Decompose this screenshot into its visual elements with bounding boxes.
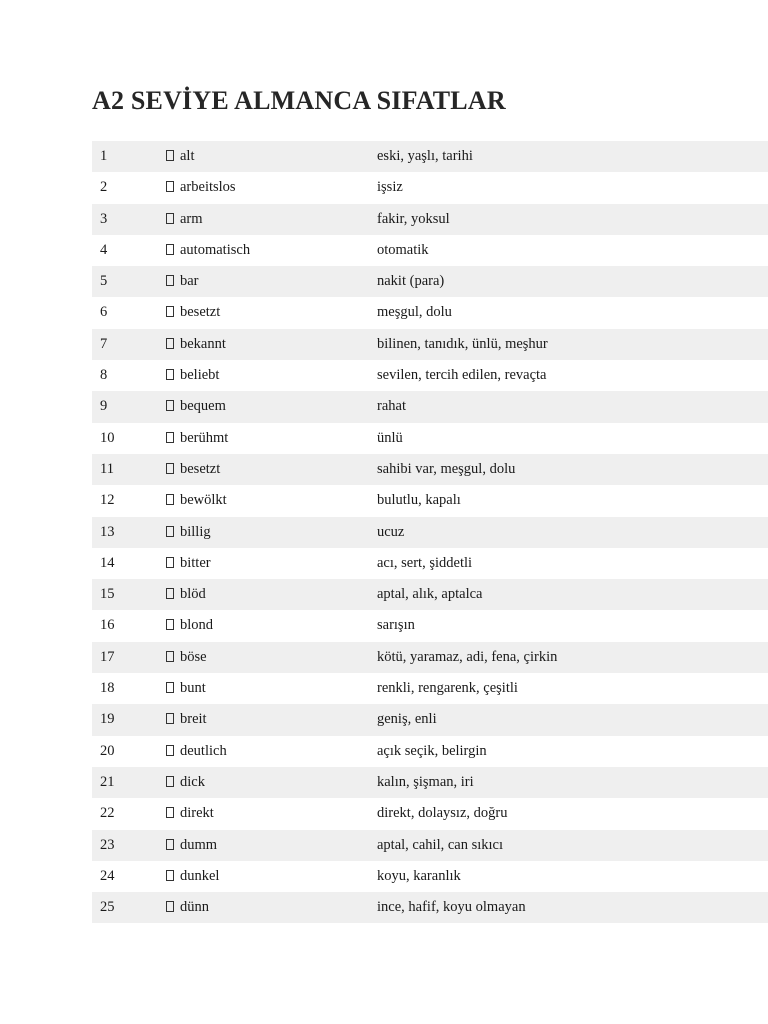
- german-word: breit: [180, 711, 207, 728]
- table-row: [92, 642, 768, 673]
- missing-glyph-box-icon: [166, 776, 174, 787]
- missing-glyph-box-icon: [166, 713, 174, 724]
- row-number: 14: [100, 554, 115, 571]
- german-word-cell: [166, 892, 209, 923]
- missing-glyph-box-icon: [166, 213, 174, 224]
- table-row: [92, 830, 768, 861]
- table-row: [92, 861, 768, 892]
- german-word-cell: [166, 610, 213, 641]
- german-word: dumm: [180, 836, 218, 853]
- turkish-meaning: aptal, alık, aptalca: [377, 586, 483, 603]
- german-word-cell: [166, 329, 226, 360]
- missing-glyph-box-icon: [166, 619, 174, 630]
- turkish-meaning: koyu, karanlık: [377, 867, 461, 884]
- row-number: 25: [100, 899, 115, 916]
- german-word: deutlich: [180, 742, 227, 759]
- german-word: bitter: [180, 554, 211, 571]
- missing-glyph-box-icon: [166, 275, 174, 286]
- german-word-cell: [166, 360, 219, 391]
- table-row: [92, 329, 768, 360]
- missing-glyph-box-icon: [166, 870, 174, 881]
- table-row: [92, 767, 768, 798]
- german-word: automatisch: [180, 241, 251, 258]
- turkish-meaning: kalın, şişman, iri: [377, 773, 474, 790]
- german-word-cell: [166, 579, 206, 610]
- table-row: [92, 548, 768, 579]
- row-number: 9: [100, 398, 108, 415]
- turkish-meaning: sarışın: [377, 617, 415, 634]
- german-word-cell: [166, 642, 207, 673]
- table-row: [92, 798, 768, 829]
- german-word-cell: [166, 141, 195, 172]
- german-word: berühmt: [180, 429, 229, 446]
- german-word-cell: [166, 485, 227, 516]
- german-word: beliebt: [180, 367, 220, 384]
- row-number: 15: [100, 586, 115, 603]
- table-row: [92, 485, 768, 516]
- row-number: 20: [100, 742, 115, 759]
- table-row: [92, 423, 768, 454]
- row-number: 24: [100, 867, 115, 884]
- missing-glyph-box-icon: [166, 557, 174, 568]
- german-word: bekannt: [180, 335, 226, 352]
- row-number: 4: [100, 241, 108, 258]
- table-row: [92, 360, 768, 391]
- turkish-meaning: nakit (para): [377, 273, 445, 290]
- german-word: billig: [180, 523, 211, 540]
- german-word-cell: [166, 423, 228, 454]
- missing-glyph-box-icon: [166, 432, 174, 443]
- missing-glyph-box-icon: [166, 745, 174, 756]
- turkish-meaning: bulutlu, kapalı: [377, 492, 461, 509]
- german-word-cell: [166, 673, 206, 704]
- missing-glyph-box-icon: [166, 588, 174, 599]
- row-number: 5: [100, 273, 108, 290]
- table-row: [92, 892, 768, 923]
- turkish-meaning: otomatik: [377, 241, 429, 258]
- german-word-cell: [166, 172, 236, 203]
- row-number: 17: [100, 648, 115, 665]
- german-word: bewölkt: [180, 492, 227, 509]
- german-word: direkt: [180, 805, 214, 822]
- german-word: dick: [180, 773, 205, 790]
- german-word-cell: [166, 548, 211, 579]
- missing-glyph-box-icon: [166, 494, 174, 505]
- turkish-meaning: ince, hafif, koyu olmayan: [377, 899, 526, 916]
- german-word-cell: [166, 736, 227, 767]
- missing-glyph-box-icon: [166, 400, 174, 411]
- turkish-meaning: kötü, yaramaz, adi, fena, çirkin: [377, 648, 558, 665]
- german-word: bunt: [180, 680, 206, 697]
- turkish-meaning: açık seçik, belirgin: [377, 742, 487, 759]
- german-word-cell: [166, 235, 250, 266]
- table-row: [92, 579, 768, 610]
- german-word-cell: [166, 391, 226, 422]
- row-number: 22: [100, 805, 115, 822]
- table-row: [92, 204, 768, 235]
- turkish-meaning: geniş, enli: [377, 711, 437, 728]
- turkish-meaning: aptal, cahil, can sıkıcı: [377, 836, 504, 853]
- missing-glyph-box-icon: [166, 181, 174, 192]
- row-number: 6: [100, 304, 108, 321]
- row-number: 3: [100, 210, 108, 227]
- missing-glyph-box-icon: [166, 150, 174, 161]
- row-number: 12: [100, 492, 115, 509]
- german-word: blöd: [180, 586, 206, 603]
- german-word-cell: [166, 517, 211, 548]
- german-word: besetzt: [180, 460, 221, 477]
- table-row: [92, 736, 768, 767]
- german-word: bar: [180, 273, 199, 290]
- row-number: 11: [100, 460, 114, 477]
- german-word-cell: [166, 454, 220, 485]
- row-number: 10: [100, 429, 115, 446]
- turkish-meaning: fakir, yoksul: [377, 210, 450, 227]
- missing-glyph-box-icon: [166, 651, 174, 662]
- german-word: dünn: [180, 899, 209, 916]
- german-word: besetzt: [180, 304, 221, 321]
- turkish-meaning: sahibi var, meşgul, dolu: [377, 460, 516, 477]
- missing-glyph-box-icon: [166, 901, 174, 912]
- missing-glyph-box-icon: [166, 463, 174, 474]
- row-number: 13: [100, 523, 115, 540]
- german-word-cell: [166, 767, 205, 798]
- missing-glyph-box-icon: [166, 682, 174, 693]
- turkish-meaning: acı, sert, şiddetli: [377, 554, 473, 571]
- german-word-cell: [166, 297, 220, 328]
- turkish-meaning: meşgul, dolu: [377, 304, 452, 321]
- row-number: 2: [100, 179, 108, 196]
- missing-glyph-box-icon: [166, 369, 174, 380]
- german-word-cell: [166, 704, 207, 735]
- german-word-cell: [166, 266, 199, 297]
- german-word: arm: [180, 210, 203, 227]
- row-number: 7: [100, 335, 108, 352]
- german-word-cell: [166, 798, 214, 829]
- turkish-meaning: ünlü: [377, 429, 403, 446]
- row-number: 21: [100, 773, 115, 790]
- missing-glyph-box-icon: [166, 526, 174, 537]
- turkish-meaning: bilinen, tanıdık, ünlü, meşhur: [377, 335, 548, 352]
- turkish-meaning: eski, yaşlı, tarihi: [377, 148, 473, 164]
- table-row: [92, 673, 768, 704]
- turkish-meaning: direkt, dolaysız, doğru: [377, 805, 508, 822]
- german-word-cell: [166, 830, 217, 861]
- table-row: [92, 235, 768, 266]
- german-word-cell: [166, 861, 219, 892]
- turkish-meaning: ucuz: [377, 523, 405, 540]
- row-number: 16: [100, 617, 115, 634]
- row-number: 23: [100, 836, 115, 853]
- missing-glyph-box-icon: [166, 807, 174, 818]
- turkish-meaning: rahat: [377, 398, 406, 415]
- german-word-cell: [166, 204, 203, 235]
- row-number: 8: [100, 367, 108, 384]
- table-row: [92, 297, 768, 328]
- missing-glyph-box-icon: [166, 244, 174, 255]
- row-number: 19: [100, 711, 115, 728]
- german-word: bequem: [180, 398, 226, 415]
- vocabulary-table: [92, 141, 768, 923]
- table-row: [92, 454, 768, 485]
- german-word: alt: [180, 148, 195, 164]
- table-row: [92, 266, 768, 297]
- turkish-meaning: işsiz: [377, 179, 403, 196]
- german-word: arbeitslos: [180, 179, 236, 196]
- german-word: dunkel: [180, 867, 220, 884]
- turkish-meaning: sevilen, tercih edilen, revaçta: [377, 367, 547, 384]
- german-word: blond: [180, 617, 214, 634]
- missing-glyph-box-icon: [166, 338, 174, 349]
- table-row: [92, 141, 768, 172]
- row-number: 1: [100, 148, 108, 164]
- missing-glyph-box-icon: [166, 839, 174, 850]
- german-word: böse: [180, 648, 207, 665]
- table-row: [92, 517, 768, 548]
- table-row: [92, 172, 768, 203]
- turkish-meaning: renkli, rengarenk, çeşitli: [377, 680, 518, 697]
- missing-glyph-box-icon: [166, 306, 174, 317]
- page-title: A2 SEVİYE ALMANCA SIFATLAR: [92, 86, 506, 115]
- row-number: 18: [100, 680, 115, 697]
- table-row: [92, 610, 768, 641]
- table-row: [92, 391, 768, 422]
- table-row: [92, 704, 768, 735]
